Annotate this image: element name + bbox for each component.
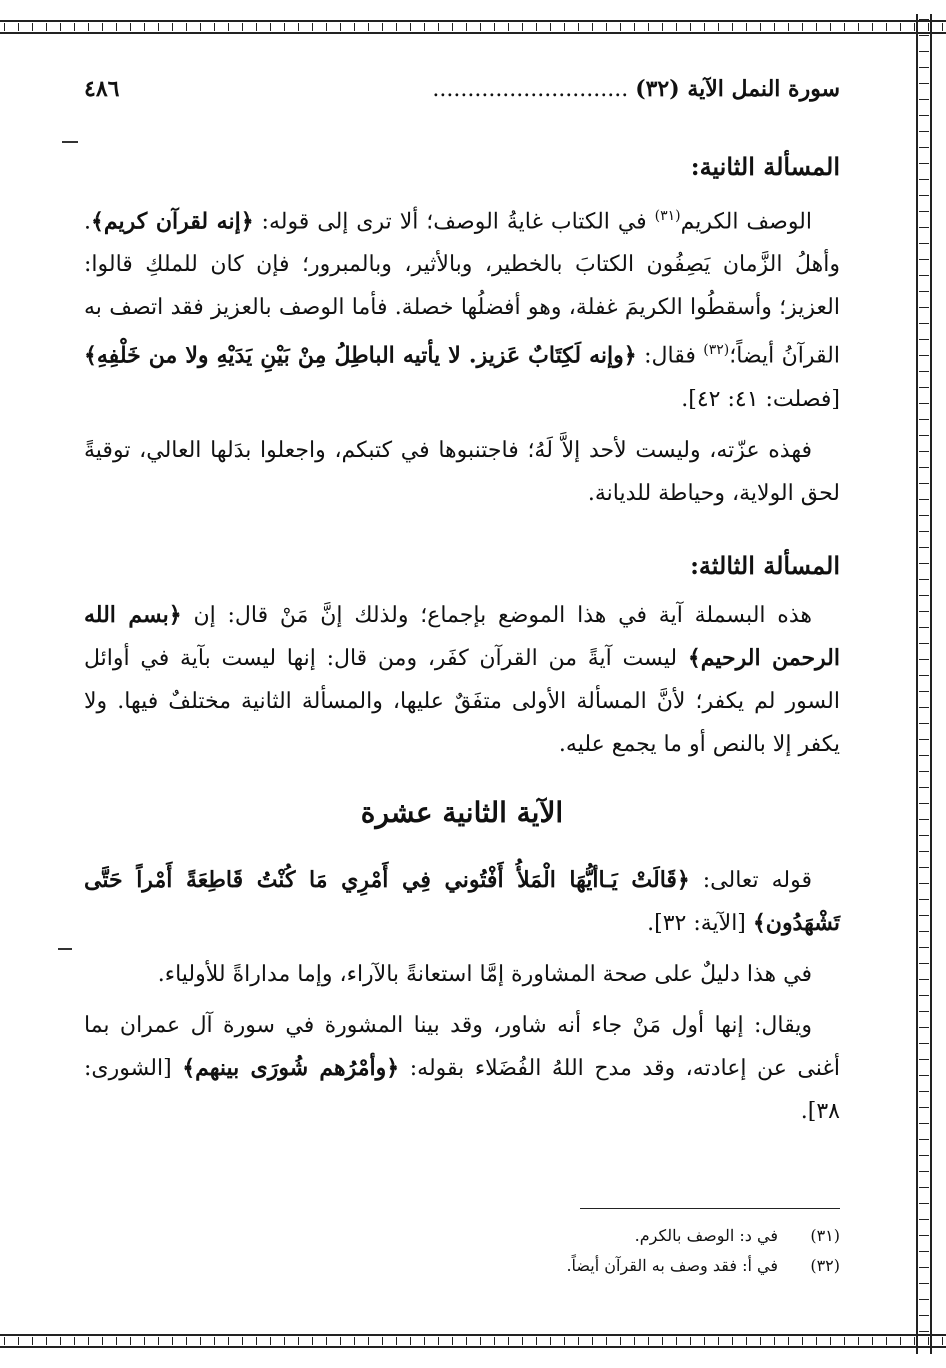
text-run: ويقال: إنها أول مَنْ جاء أنه شاور، وقد بينا المشورة في سورة آل عمران بما أغنى عن إعادته، وقد مدح اللهُ الفُضَلاء بقوله: [84,1012,841,1081]
footnote [84,1221,840,1251]
footnote-number: (٣١) [810,1226,840,1245]
quran-quote: ﴿وأمْرُهم شُورَى بينهم﴾ [182,1054,400,1081]
section-heading: المسألة الثالثة: [690,550,840,580]
text-run: في هذا دليلٌ على صحة المشاورة إمَّا استعانةً بالآراء، وإما مداراةً للأولياء. [157,961,812,987]
section-heading: المسألة الثانية: [690,152,840,181]
header-title: سورة النمل الآية (٣٢) ..... [432,76,840,102]
page-border-top [0,14,946,40]
quran-quote: ﴿بسم الله الرحمن الرحيم﴾ [84,601,840,671]
text-run: فقال: [636,343,704,369]
margin-mark [58,948,72,950]
running-header [84,76,840,116]
text-run: [فصلت: ٤١: ٤٢]. [681,386,840,412]
footnote-rule [580,1208,840,1209]
text-run: قوله تعالى: [689,867,812,893]
footnote-ref: (٣١) [654,208,681,224]
paragraph [84,859,840,945]
text-run: فهذه عزّته، وليست لأحد إلاَّ لَهُ؛ فاجتنبوها في كتبكم، واجعلوا بدَلها العالي، توقيةً لحق الولاية، وحياطة للديانة. [84,437,840,506]
quran-quote: ﴿وإنه لَكِتَابٌ عَزيز. لا يأتيه الباطِلُ مِنْ بَيْنِ يَدَيْهِ ولا من خَلْفِهِ﴾ [84,342,637,369]
footnote-number: (٣٢) [810,1256,840,1275]
page-number: ٤٨٦ [84,76,120,102]
page-content [84,76,840,1141]
quran-quote: ﴿قَالَتْ يَـاأيُّهَا الْمَلأُ أَفْتُوني فِي أَمْرِي مَا كُنْتُ قَاطِعَةً أَمْراً حَتَّى تَشْهَدُون﴾ [84,866,840,936]
text-run: [الآية: ٣٢]. [647,910,753,936]
margin-mark [62,141,78,143]
paragraph [84,195,840,421]
footnote-text: في د: الوصف بالكرم. [634,1226,778,1245]
footnote-text: في أ: فقد وصف به القرآن أيضاً. [566,1256,778,1275]
text-run: . وأهلُ الزَّمان يَصِفُون الكتابَ بالخطير، وبالأثير، وبالمبرور؛ فإن كان للملكِ قالوا: العزيز؛ وأسقطُوا الكريمَ غفلة، وهو أفضلُها خصلة. فأما الوصف بالعزيز فقد اتصف به القرآنُ أيضاً؛ [84,209,840,369]
text-run: ليست آيةً من القرآن كفَر، ومن قال: إنها ليست بآية في أوائل السور لم يكفر؛ لأنَّ المسألة الأولى متفَقٌ عليها، والمسألة الثانية مختلفٌ فيها. ولا يكفر إلا بالنص أو ما يجمع عليه. [84,645,840,757]
text-run: [الشورى: ٣٨]. [84,1055,840,1124]
paragraph [84,1004,840,1133]
page-border-right [912,14,936,1354]
footnote [84,1251,840,1281]
verse-heading: الآية الثانية عشرة [360,795,564,829]
page-border-bottom [0,1328,946,1354]
footnote-ref: (٣٢) [703,342,730,359]
paragraph [84,953,840,996]
quran-quote: ﴿إنه لقرآن كريم﴾ [91,208,254,235]
text-run: الوصف الكريم [680,209,812,235]
footnotes [84,1208,840,1281]
paragraph [84,429,840,515]
paragraph [84,594,840,766]
text-run: في الكتاب غايةُ الوصف؛ ألا ترى إلى قوله: [253,209,655,235]
text-run: هذه البسملة آية في هذا الموضع بإجماع؛ ولذلك إنَّ مَنْ قال: إن [181,602,812,628]
